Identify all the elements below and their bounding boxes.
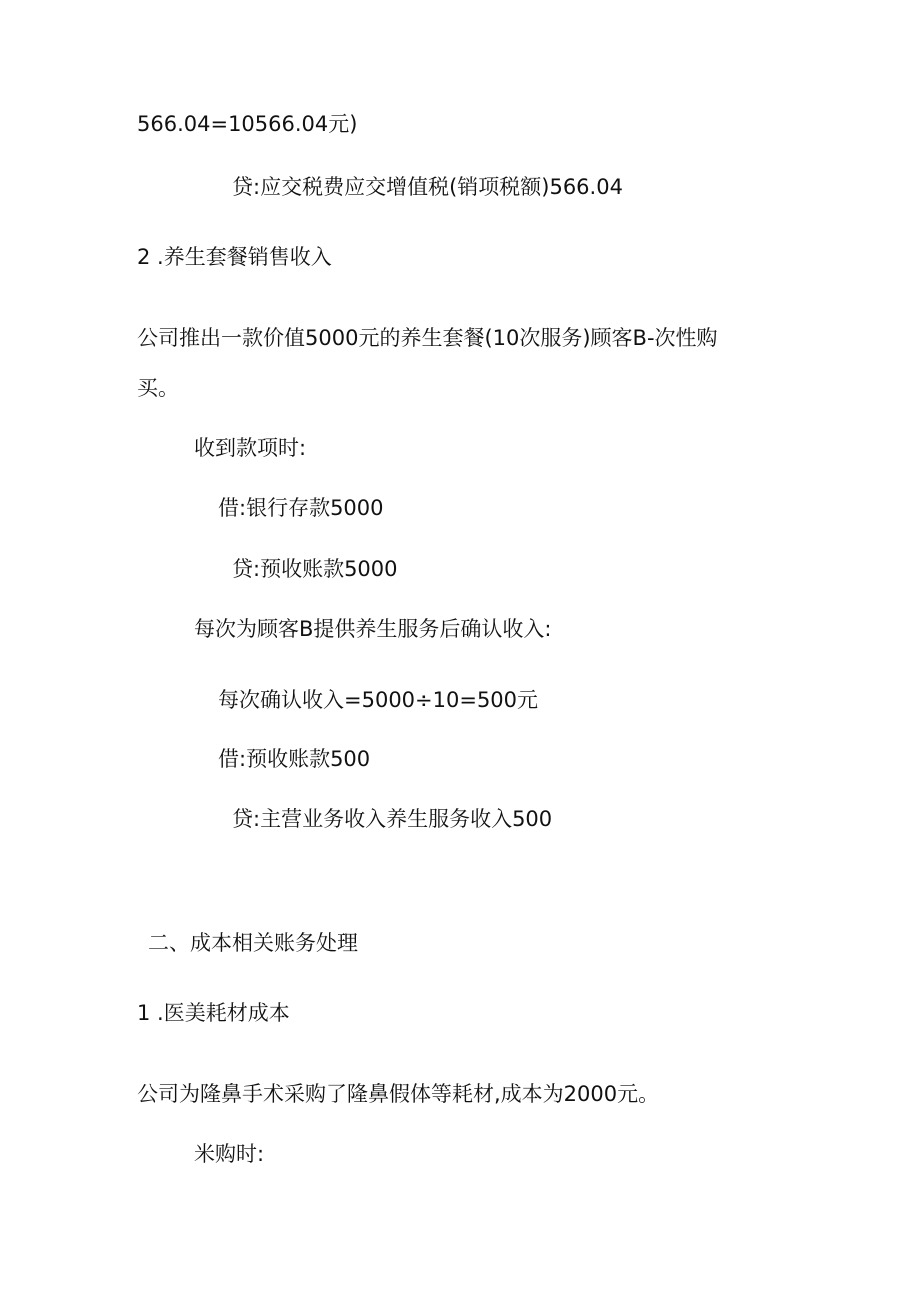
credit-entry-vat: 贷:应交税费应交增值税(销项税额)566.04: [232, 175, 623, 199]
credit-entry-advance-receipts: 贷:预收账款5000: [232, 557, 398, 581]
revenue-calculation: 每次确认收入=5000÷10=500元: [218, 688, 539, 712]
debit-entry-advance-receipts: 借:预收账款500: [218, 747, 371, 771]
credit-entry-main-revenue: 贷:主营业务收入养生服务收入500: [232, 807, 553, 831]
debit-entry-bank-deposit: 借:银行存款5000: [218, 496, 384, 520]
section-heading-cost: 二、成本相关账务处理: [148, 931, 358, 955]
paragraph-health-package: 公司推出一款价值5000元的养生套餐(10次服务)顾客B-次性购: [137, 326, 718, 350]
step-label-purchase: 米购时:: [194, 1142, 265, 1166]
subsection-heading-consumables: 1 .医美耗材成本: [137, 1001, 290, 1025]
paragraph-health-package-wrap: 买。: [137, 376, 179, 400]
paragraph-consumables: 公司为隆鼻手术采购了隆鼻假体等耗材,成本为2000元。: [137, 1082, 660, 1106]
step-label-payment-received: 收到款项时:: [194, 436, 307, 460]
step-label-revenue-recognition: 每次为顾客B提供养生服务后确认收入:: [194, 617, 552, 641]
section-heading-health-package: 2 .养生套餐销售收入: [137, 245, 332, 269]
paragraph-continuation: 566.04=10566.04元): [137, 112, 358, 136]
